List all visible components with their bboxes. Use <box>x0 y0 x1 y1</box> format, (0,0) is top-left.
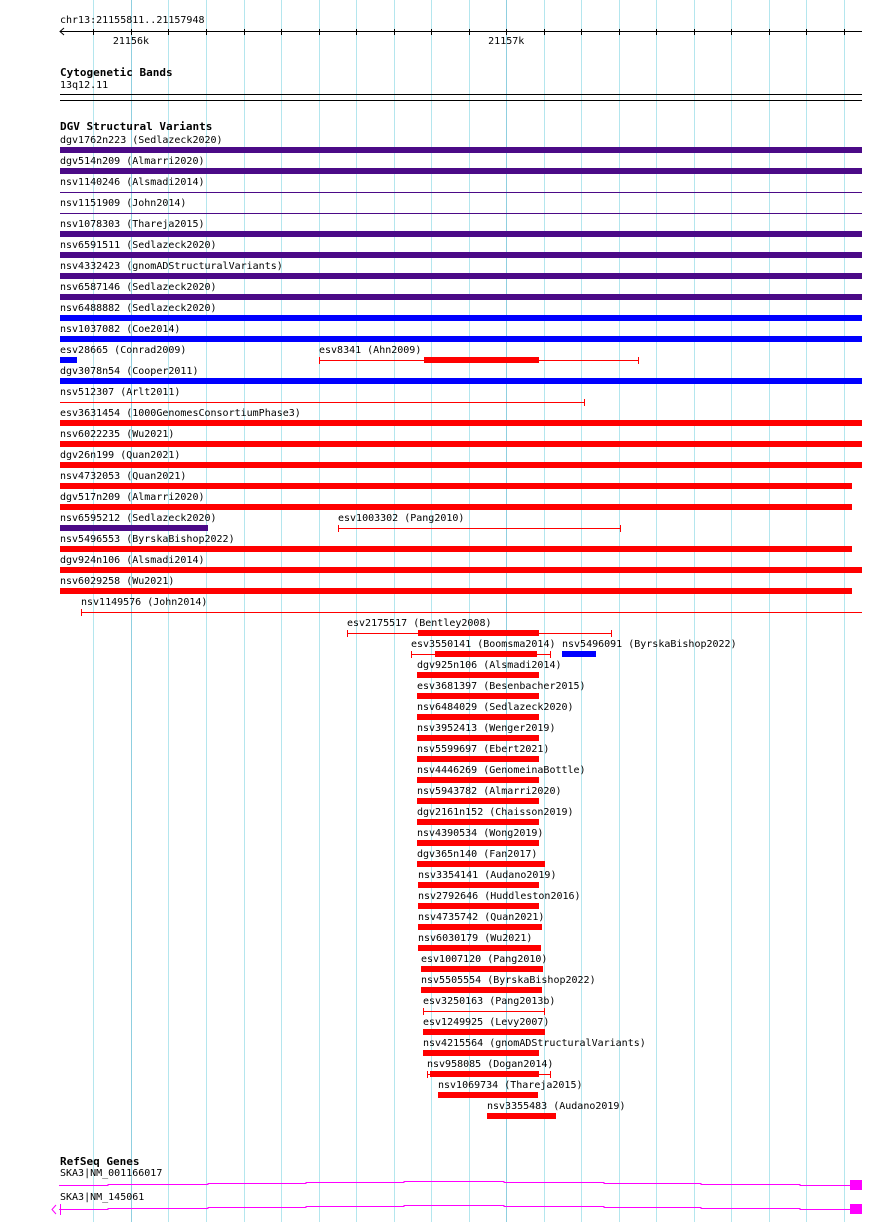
variant-label[interactable]: nsv6484029 (Sedlazeck2020) <box>417 702 574 713</box>
variant-end-tick <box>338 525 339 532</box>
variant-label[interactable]: nsv1140246 (Alsmadi2014) <box>60 177 205 188</box>
gene-label[interactable]: SKA3|NM_001166017 <box>60 1168 163 1179</box>
variant-bar[interactable] <box>417 672 539 678</box>
variant-label[interactable]: esv3250163 (Pang2013b) <box>423 996 556 1007</box>
locus-label: chr13:21155811..21157948 <box>60 15 205 26</box>
variant-label[interactable]: nsv958085 (Dogan2014) <box>427 1059 554 1070</box>
variant-end-tick <box>347 630 348 637</box>
variant-end-tick <box>584 399 585 406</box>
variant-bar[interactable] <box>418 630 539 636</box>
variant-label[interactable]: nsv6591511 (Sedlazeck2020) <box>60 240 217 251</box>
variant-bar[interactable] <box>60 546 852 552</box>
gene-exon[interactable] <box>850 1204 862 1214</box>
variant-label[interactable]: nsv6029258 (Wu2021) <box>60 576 175 587</box>
variant-bar[interactable] <box>60 273 862 279</box>
variant-span-line[interactable] <box>60 402 584 403</box>
refseq-track-title: RefSeq Genes <box>60 1155 140 1168</box>
variant-end-tick <box>638 357 639 364</box>
variant-label[interactable]: nsv4390534 (Wong2019) <box>417 828 544 839</box>
variant-bar[interactable] <box>417 756 539 762</box>
dgv-track-title: DGV Structural Variants <box>60 120 213 133</box>
variant-bar[interactable] <box>60 294 862 300</box>
variant-label[interactable]: nsv1149576 (John2014) <box>81 597 208 608</box>
variant-bar[interactable] <box>417 777 539 783</box>
variant-bar[interactable] <box>60 231 862 237</box>
variant-span-line[interactable] <box>60 213 862 214</box>
variant-end-tick <box>550 1071 551 1078</box>
gene-label[interactable]: SKA3|NM_145061 <box>60 1192 145 1203</box>
variant-label[interactable]: dgv1762n223 (Sedlazeck2020) <box>60 135 223 146</box>
variant-bar[interactable] <box>438 1092 538 1098</box>
variant-label[interactable]: dgv3078n54 (Cooper2011) <box>60 366 199 377</box>
variant-label[interactable]: nsv6488882 (Sedlazeck2020) <box>60 303 217 314</box>
variant-bar[interactable] <box>60 483 852 489</box>
variant-bar[interactable] <box>60 168 862 174</box>
variant-label[interactable]: nsv3354141 (Audano2019) <box>418 870 557 881</box>
variant-bar[interactable] <box>424 357 539 363</box>
variant-bar[interactable] <box>435 651 537 657</box>
variant-bar[interactable] <box>423 1050 539 1056</box>
variant-bar[interactable] <box>418 924 542 930</box>
variant-label[interactable]: nsv1078303 (Thareja2015) <box>60 219 205 230</box>
variant-bar[interactable] <box>60 588 852 594</box>
variant-label[interactable]: nsv5496091 (ByrskaBishop2022) <box>562 639 737 650</box>
variant-label[interactable]: nsv6587146 (Sedlazeck2020) <box>60 282 217 293</box>
variant-label[interactable]: dgv925n106 (Alsmadi2014) <box>417 660 562 671</box>
cytoband-border-bottom <box>60 100 862 101</box>
variant-bar[interactable] <box>60 567 862 573</box>
variant-label[interactable]: nsv3952413 (Wenger2019) <box>417 723 556 734</box>
variant-end-tick <box>411 651 412 658</box>
variant-label[interactable]: nsv1151909 (John2014) <box>60 198 187 209</box>
cytoband-label: 13q12.11 <box>60 80 109 91</box>
variant-bar[interactable] <box>417 798 539 804</box>
variant-label[interactable]: nsv2792646 (Huddleston2016) <box>418 891 581 902</box>
variant-label[interactable]: nsv4446269 (GenomeinaBottle) <box>417 765 586 776</box>
variant-bar[interactable] <box>60 315 862 321</box>
variant-bar[interactable] <box>421 987 542 993</box>
variant-bar[interactable] <box>417 861 545 867</box>
variant-bar[interactable] <box>562 651 596 657</box>
variant-label[interactable]: esv28665 (Conrad2009) <box>60 345 187 356</box>
variant-label[interactable]: nsv4215564 (gnomADStructuralVariants) <box>423 1038 646 1049</box>
variant-end-tick <box>620 525 621 532</box>
variant-label[interactable]: nsv512307 (Arlt2011) <box>60 387 181 398</box>
variant-bar[interactable] <box>418 945 541 951</box>
variant-end-tick <box>81 609 82 616</box>
cytobands-track-title: Cytogenetic Bands <box>60 66 173 79</box>
variant-bar[interactable] <box>417 714 539 720</box>
ruler-tick-label: 21156k <box>112 36 149 47</box>
variant-end-tick <box>319 357 320 364</box>
gene-intron-line[interactable] <box>59 1182 850 1186</box>
variant-label[interactable]: nsv1069734 (Thareja2015) <box>438 1080 583 1091</box>
variant-bar[interactable] <box>60 462 862 468</box>
variant-end-tick <box>427 1071 428 1078</box>
variant-label[interactable]: nsv5943782 (Almarri2020) <box>417 786 562 797</box>
variant-label[interactable]: nsv4332423 (gnomADStructuralVariants) <box>60 261 283 272</box>
variant-label[interactable]: dgv26n199 (Quan2021) <box>60 450 181 461</box>
variant-label[interactable]: nsv3355483 (Audano2019) <box>487 1101 626 1112</box>
variant-bar[interactable] <box>417 735 539 741</box>
gene-intron-line[interactable] <box>59 1206 850 1210</box>
coordinate-ruler[interactable] <box>0 0 890 50</box>
variant-bar[interactable] <box>417 819 539 825</box>
variant-label[interactable]: dgv2161n152 (Chaisson2019) <box>417 807 574 818</box>
variant-label[interactable]: nsv6022235 (Wu2021) <box>60 429 175 440</box>
variant-label[interactable]: nsv4735742 (Quan2021) <box>418 912 545 923</box>
variant-label[interactable]: nsv6595212 (Sedlazeck2020) <box>60 513 217 524</box>
variant-bar[interactable] <box>487 1113 556 1119</box>
variant-bar[interactable] <box>60 357 77 363</box>
variant-label[interactable]: dgv365n140 (Fan2017) <box>417 849 538 860</box>
variant-label[interactable]: dgv514n209 (Almarri2020) <box>60 156 205 167</box>
variant-label[interactable]: nsv1037082 (Coe2014) <box>60 324 181 335</box>
ruler-tick-label: 21157k <box>488 36 525 47</box>
variant-end-tick <box>550 651 551 658</box>
variant-label[interactable]: esv3681397 (Besenbacher2015) <box>417 681 586 692</box>
variant-span-line[interactable] <box>338 528 620 529</box>
variant-end-tick <box>611 630 612 637</box>
variant-bar[interactable] <box>60 420 862 426</box>
variant-label[interactable]: esv2175517 (Bentley2008) <box>347 618 492 629</box>
variant-label[interactable]: dgv924n106 (Alsmadi2014) <box>60 555 205 566</box>
variant-label[interactable]: nsv5505554 (ByrskaBishop2022) <box>421 975 596 986</box>
cytoband-border-top <box>60 94 862 95</box>
variant-bar[interactable] <box>423 1029 545 1035</box>
variant-label[interactable]: esv1249925 (Levy2007) <box>423 1017 550 1028</box>
variant-bar[interactable] <box>60 336 862 342</box>
variant-label[interactable]: nsv6030179 (Wu2021) <box>418 933 533 944</box>
gene-exon[interactable] <box>850 1180 862 1190</box>
variant-span-line[interactable] <box>423 1011 544 1012</box>
variant-span-line[interactable] <box>60 192 862 193</box>
variant-bar[interactable] <box>60 525 208 531</box>
variant-bar[interactable] <box>60 504 852 510</box>
variant-end-tick <box>423 1008 424 1015</box>
variant-bar[interactable] <box>421 966 543 972</box>
variant-bar[interactable] <box>60 441 862 447</box>
variant-label[interactable]: esv8341 (Ahn2009) <box>319 345 422 356</box>
variant-bar[interactable] <box>418 882 539 888</box>
variant-bar[interactable] <box>60 378 862 384</box>
variant-label[interactable]: nsv4732053 (Quan2021) <box>60 471 187 482</box>
variant-bar[interactable] <box>417 840 539 846</box>
variant-label[interactable]: esv3631454 (1000GenomesConsortiumPhase3) <box>60 408 301 419</box>
variant-label[interactable]: esv1003302 (Pang2010) <box>338 513 465 524</box>
variant-end-tick <box>544 1008 545 1015</box>
variant-bar[interactable] <box>60 147 862 153</box>
variant-bar[interactable] <box>60 252 862 258</box>
variant-bar[interactable] <box>430 1071 539 1077</box>
variant-label[interactable]: dgv517n209 (Almarri2020) <box>60 492 205 503</box>
variant-bar[interactable] <box>417 693 539 699</box>
variant-label[interactable]: esv1007120 (Pang2010) <box>421 954 548 965</box>
refseq-gene-models[interactable] <box>0 1175 890 1222</box>
variant-span-line[interactable] <box>81 612 862 613</box>
variant-label[interactable]: esv3550141 (Boomsma2014) <box>411 639 556 650</box>
variant-label[interactable]: nsv5599697 (Ebert2021) <box>417 744 550 755</box>
strand-arrow-icon <box>52 1205 56 1214</box>
variant-label[interactable]: nsv5496553 (ByrskaBishop2022) <box>60 534 235 545</box>
variant-bar[interactable] <box>418 903 539 909</box>
